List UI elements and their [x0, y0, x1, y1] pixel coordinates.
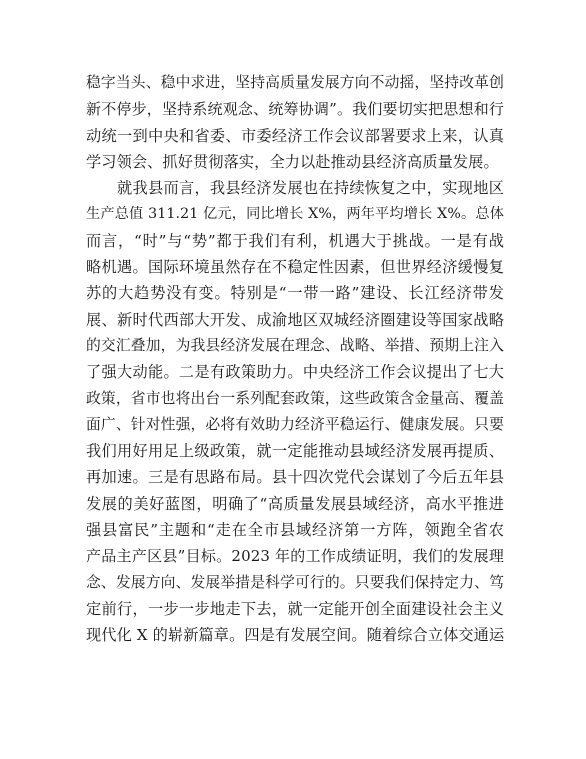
text-line: 我们用好用足上级政策，就一定能推动县域经济发展再提质、: [86, 442, 504, 461]
text-line: 强县富民”主题和“走在全市县域经济第一方阵，领跑全省农: [86, 521, 504, 540]
text-line: 了强大动能。二是有政策助力。中央经济工作会议提出了七大: [86, 363, 504, 382]
text-line: 定前行，一步一步地走下去，就一定能开创全面建设社会主义: [86, 599, 504, 618]
text-line: 而言，“时”与“势”都于我们有利，机遇大于挑战。一是有战: [86, 231, 504, 250]
text-line: 学习领会、抓好贯彻落实，全力以赴推动县经济高质量发展。: [86, 152, 499, 171]
text-line: 稳字当头、稳中求进，坚持高质量发展方向不动摇，坚持改革创: [86, 74, 504, 91]
text-line: 展、新时代西部大开发、成渝地区双城经济圈建设等国家战略: [86, 310, 504, 329]
text-line: 略机遇。国际环境虽然存在不稳定性因素，但世界经济缓慢复: [86, 258, 504, 277]
text-line: 动统一到中央和省委、市委经济工作会议部署要求上来，认真: [86, 126, 504, 145]
text-line: 产品主产区县”目标。2023 年的工作成绩证明，我们的发展理: [86, 547, 504, 566]
text-line: 苏的大趋势没有变。特别是“一带一路”建设、长江经济带发: [86, 284, 504, 303]
text-line: 政策，省市也将出台一系列配套政策，这些政策含金量高、覆盖: [86, 389, 504, 407]
text-line: 念、发展方向、发展举措是科学可行的。只要我们保持定力、笃: [86, 573, 504, 591]
text-line: 就我县而言，我县经济发展也在持续恢复之中，实现地区: [117, 179, 504, 198]
text-line: 发展的美好蓝图，明确了“高质量发展县域经济，高水平推进: [86, 494, 504, 513]
text-line: 新不停步，坚持系统观念、统筹协调”。我们要切实把思想和行: [86, 100, 504, 119]
text-line: 面广、针对性强，必将有效助力经济平稳运行、健康发展。只要: [86, 415, 504, 433]
document-body: [86, 70, 504, 649]
text-line: 生产总值 311.21 亿元，同比增长 X%，两年平均增长 X%。总体: [86, 206, 504, 223]
text-line: 的交汇叠加，为我县经济发展在理念、战略、举措、预期上注入: [86, 336, 504, 354]
text-line: 现代化 X 的崭新篇章。四是有发展空间。随着综合立体交通运: [86, 626, 504, 645]
text-line: 再加速。三是有思路布局。县十四次党代会谋划了今后五年县: [86, 468, 504, 487]
